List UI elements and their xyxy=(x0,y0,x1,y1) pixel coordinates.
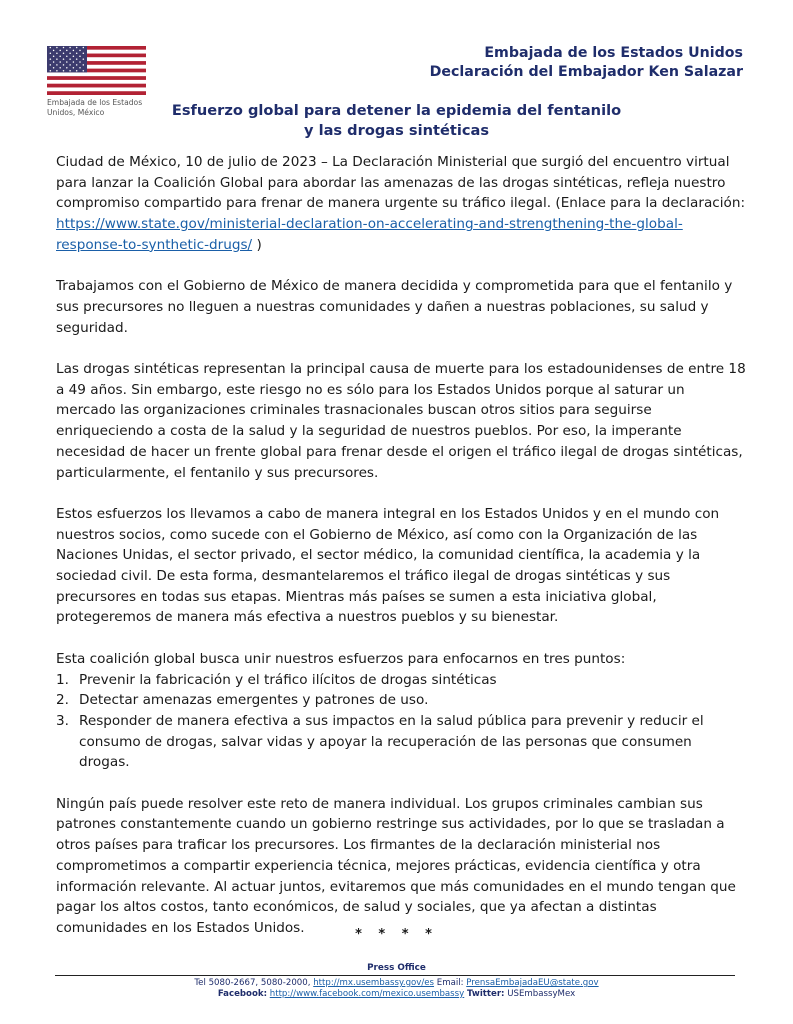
points-list xyxy=(56,670,746,774)
list-item-number: 1. xyxy=(56,671,69,688)
flag-star xyxy=(59,50,61,52)
flag-star xyxy=(50,47,52,49)
flag-star xyxy=(63,47,65,49)
flag-star xyxy=(50,70,52,72)
flag-star xyxy=(56,70,58,72)
footer-web-link[interactable]: http://mx.usembassy.gov/es xyxy=(313,978,435,988)
us-flag-logo xyxy=(47,46,146,95)
flag-star xyxy=(69,58,71,60)
list-item-text: Detectar amenazas emergentes y patrones de uso. xyxy=(79,692,429,709)
flag-star xyxy=(63,53,65,55)
flag-star xyxy=(73,50,75,52)
paragraph-5-intro: Esta coalición global busca unir nuestros esfuerzos para enfocarnos en tres puntos: xyxy=(56,650,626,667)
flag-star xyxy=(66,55,68,57)
footer-social-line xyxy=(0,989,793,1000)
letterhead xyxy=(430,44,743,82)
list-item-text: Responder de manera efectiva a sus impactos en la salud pública para prevenir y reducir el consumo de drogas, salvar vidas y apoyar la recuperación de las personas que consumen drogas. xyxy=(79,712,704,771)
footer-twitter-label: Twitter: xyxy=(466,989,505,999)
logo-caption-line1: Embajada de los Estados xyxy=(47,98,143,107)
flag-stripe xyxy=(47,84,146,88)
flag-star xyxy=(69,47,71,49)
list-item-number: 2. xyxy=(56,692,69,709)
embassy-name: Embajada de los Estados Unidos xyxy=(484,45,743,61)
flag-star xyxy=(53,67,55,69)
flag-star xyxy=(76,58,78,60)
flag-star xyxy=(73,55,75,57)
footer-twitter-handle: USEmbassyMex xyxy=(507,989,576,999)
paragraph-2: Trabajamos con el Gobierno de México de manera decidida y comprometida para que el fentanilo y sus precursores no lleguen a nuestras comunidades y dañen a nuestras poblaciones, su salud y seguridad. xyxy=(56,278,733,336)
flag-star xyxy=(53,61,55,63)
statement-author: Declaración del Embajador Ken Salazar xyxy=(429,64,743,80)
flag-star xyxy=(59,61,61,63)
footer-divider xyxy=(55,975,735,976)
flag-star xyxy=(59,67,61,69)
document-title xyxy=(0,101,793,141)
flag-star xyxy=(56,53,58,55)
flag-star xyxy=(50,64,52,66)
paragraph-4: Estos esfuerzos los llevamos a cabo de manera integral en los Estados Unidos y en el mundo con nuestros socios, como sucede con el Gobierno de México, así como con la Organización de las Naciones Unidas, el sector privado, el sector médico, la comunidad científica, la academia y la sociedad civil. De esta forma, desmantelaremos el tráfico ilegal de drogas sintéticas y sus precursores en todas sus etapas. Mientras más países se sumen a esta iniciativa global, protegeremos de manera más efectiva a nuestros pueblos y su bienestar. xyxy=(56,505,720,626)
flag-star xyxy=(66,61,68,63)
flag-star xyxy=(83,70,85,72)
list-item xyxy=(56,711,746,773)
list-item-number: 3. xyxy=(56,712,69,729)
declaration-link[interactable]: https://www.state.gov/ministerial-declaration-on-accelerating-and-strengthening-the-global-response-to-synthetic-drugs/ xyxy=(56,216,683,253)
flag-star xyxy=(76,47,78,49)
flag-star xyxy=(83,58,85,60)
flag-star xyxy=(53,55,55,57)
flag-stripe xyxy=(47,80,146,84)
paragraph-1-end: ) xyxy=(252,236,262,253)
list-item xyxy=(56,690,746,711)
flag-star xyxy=(79,61,81,63)
flag-star xyxy=(76,70,78,72)
flag-star xyxy=(73,67,75,69)
flag-stripe xyxy=(47,76,146,80)
footer-email-label: Email: xyxy=(434,978,467,988)
flag-star xyxy=(63,58,65,60)
footer-facebook-link[interactable]: http://www.facebook.com/mexico.usembassy xyxy=(269,989,465,999)
flag-star xyxy=(56,64,58,66)
flag-star xyxy=(56,58,58,60)
paragraph-1 xyxy=(56,152,746,256)
flag-star xyxy=(56,47,58,49)
list-item-text: Prevenir la fabricación y el tráfico ilícitos de drogas sintéticas xyxy=(79,671,497,688)
flag-star xyxy=(79,50,81,52)
flag-star xyxy=(69,53,71,55)
flag-stripe xyxy=(47,72,146,76)
paragraph-1-text: Ciudad de México, 10 de julio de 2023 – La Declaración Ministerial que surgió del encuentro virtual para lanzar la Coalición Global para abordar las amenazas de las drogas sintéticas, refleja nuestro compromiso compartido para frenar de manera urgente su tráfico ilegal. (Enlace para la declaración: xyxy=(56,154,746,212)
flag-star xyxy=(79,55,81,57)
footer-tel: Tel 5080-2667, 5080-2000, xyxy=(194,978,314,988)
paragraph-6: Ningún país puede resolver este reto de manera individual. Los grupos criminales cambian sus patrones constantemente cuando un gobierno restringe sus actividades, por lo que se trasladan a otros países para traficar los precursores. Los firmantes de la declaración ministerial nos comprometimos a compartir experiencia técnica, mejores prácticas, evidencia científica y otra información relevante. Al actuar juntos, evitaremos que más comunidades en el mundo tengan que pagar los altos costos, tanto económicos, de salud y sociales, que ya afectan a distintas comunidades en los Estados Unidos. xyxy=(56,795,736,936)
document-body xyxy=(56,152,746,959)
flag-star xyxy=(63,70,65,72)
flag-star xyxy=(50,58,52,60)
flag-star xyxy=(79,67,81,69)
flag-star xyxy=(69,70,71,72)
flag-stripe xyxy=(47,87,146,91)
flag-stripe xyxy=(47,91,146,95)
flag-star xyxy=(83,53,85,55)
title-line1: Esfuerzo global para detener la epidemia del fentanilo xyxy=(171,102,622,119)
flag-star xyxy=(66,50,68,52)
flag-star xyxy=(76,53,78,55)
flag-star xyxy=(66,67,68,69)
footer-email-link[interactable]: PrensaEmbajadaEU@state.gov xyxy=(466,978,599,988)
logo-caption-line2: Unidos, México xyxy=(47,108,105,117)
flag-star xyxy=(63,64,65,66)
flag-star xyxy=(53,50,55,52)
footer-press-office: Press Office xyxy=(367,963,426,973)
paragraph-3: Las drogas sintéticas representan la principal causa de muerte para los estadounidenses de entre 18 a 49 años. Sin embargo, este riesgo no es sólo para los Estados Unidos porque al saturar un mercado las organizaciones criminales trasnacionales buscan otros sitios para seguirse enriqueciendo a costa de la salud y la seguridad de nuestros pueblos. Por eso, la imperante necesidad de hacer un frente global para frenar desde el origen el tráfico ilegal de drogas sintéticas, particularmente, el fentanilo y sus precursores. xyxy=(56,361,746,481)
flag-star xyxy=(83,47,85,49)
flag-star xyxy=(83,64,85,66)
flag-star xyxy=(50,53,52,55)
list-item xyxy=(56,670,746,691)
flag-star xyxy=(59,55,61,57)
section-stars: * * * * xyxy=(355,927,438,942)
footer-contact-line xyxy=(0,978,793,989)
flag-star xyxy=(69,64,71,66)
footer-facebook-label: Facebook: xyxy=(217,989,268,999)
flag-star xyxy=(76,64,78,66)
flag-star xyxy=(73,61,75,63)
title-line2: y las drogas sintéticas xyxy=(303,122,490,139)
